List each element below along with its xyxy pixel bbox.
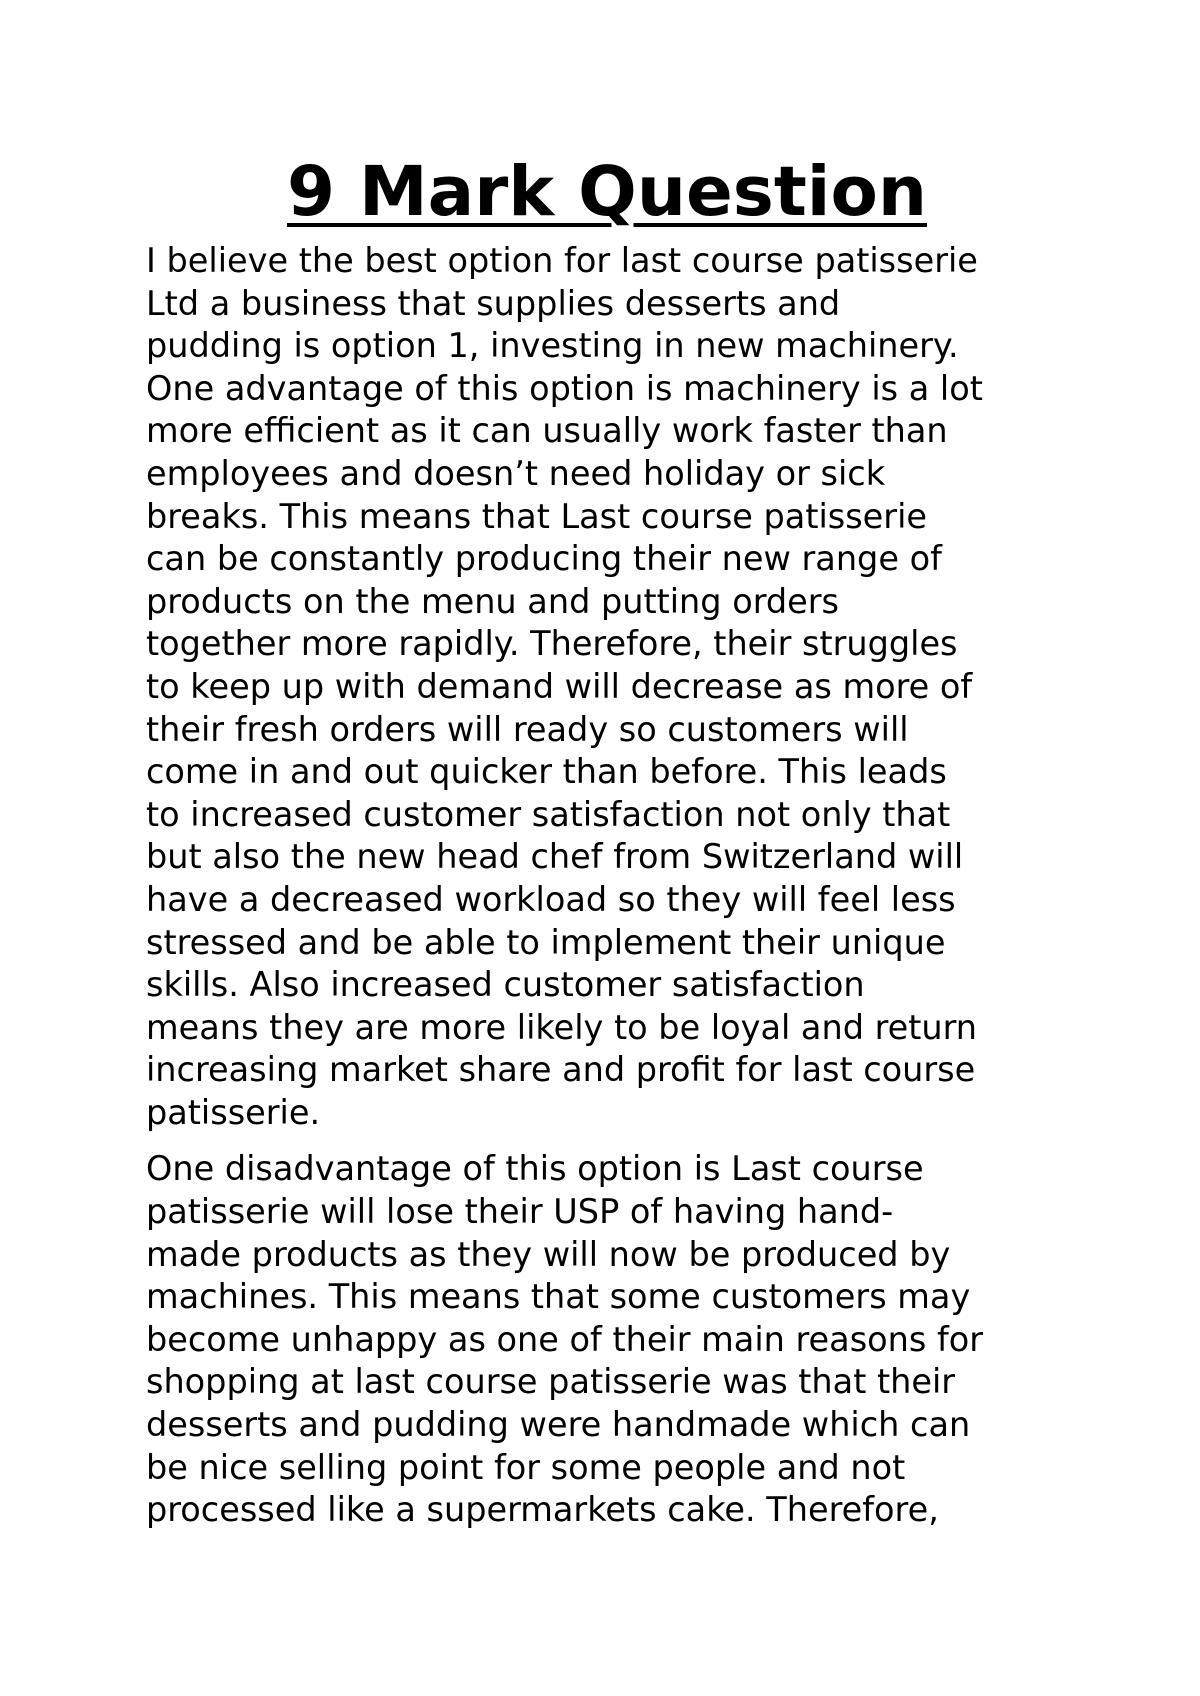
text-line: machines. This means that some customers may <box>146 1277 971 1317</box>
text-line: pudding is option 1, investing in new machinery. <box>146 326 959 366</box>
text-line: products on the menu and putting orders <box>146 581 839 621</box>
paragraph-disadvantage <box>146 1148 1068 1531</box>
text-line: stressed and be able to implement their unique <box>146 922 946 962</box>
document-body <box>146 150 1068 1532</box>
text-line: Ltd a business that supplies desserts and <box>146 283 841 323</box>
text-line: breaks. This means that Last course patisserie <box>146 496 927 536</box>
text-line: One advantage of this option is machinery is a lot <box>146 368 983 408</box>
text-line: can be constantly producing their new range of <box>146 539 942 579</box>
text-line: desserts and pudding were handmade which can <box>146 1405 971 1445</box>
text-line: shopping at last course patisserie was that their <box>146 1362 956 1402</box>
text-line: be nice selling point for some people and not <box>146 1447 906 1487</box>
text-line: more efficient as it can usually work faster than <box>146 411 948 451</box>
text-line: their fresh orders will ready so customers will <box>146 709 909 749</box>
text-line: means they are more likely to be loyal and return <box>146 1007 978 1047</box>
paragraph-advantage <box>146 240 1068 1134</box>
text-line: to increased customer satisfaction not only that <box>146 794 951 834</box>
text-line: processed like a supermarkets cake. Therefore, <box>146 1490 939 1530</box>
text-line: made products as they will now be produced by <box>146 1234 951 1274</box>
text-line: One disadvantage of this option is Last course <box>146 1149 924 1189</box>
text-line: have a decreased workload so they will feel less <box>146 879 956 919</box>
text-line: patisserie. <box>146 1092 321 1132</box>
text-line: to keep up with demand will decrease as more of <box>146 666 973 706</box>
text-line: skills. Also increased customer satisfaction <box>146 965 865 1005</box>
text-line: increasing market share and profit for last course <box>146 1050 976 1090</box>
text-line: become unhappy as one of their main reasons for <box>146 1319 984 1359</box>
text-line: I believe the best option for last course patisserie <box>146 241 978 280</box>
document-title: 9 Mark Question <box>286 152 927 232</box>
text-line: employees and doesn’t need holiday or sick <box>146 453 886 493</box>
text-line: come in and out quicker than before. This leads <box>146 752 947 792</box>
text-line: together more rapidly. Therefore, their struggles <box>146 624 958 664</box>
text-line: patisserie will lose their USP of having hand- <box>146 1192 894 1232</box>
text-line: but also the new head chef from Switzerland will <box>146 837 964 877</box>
